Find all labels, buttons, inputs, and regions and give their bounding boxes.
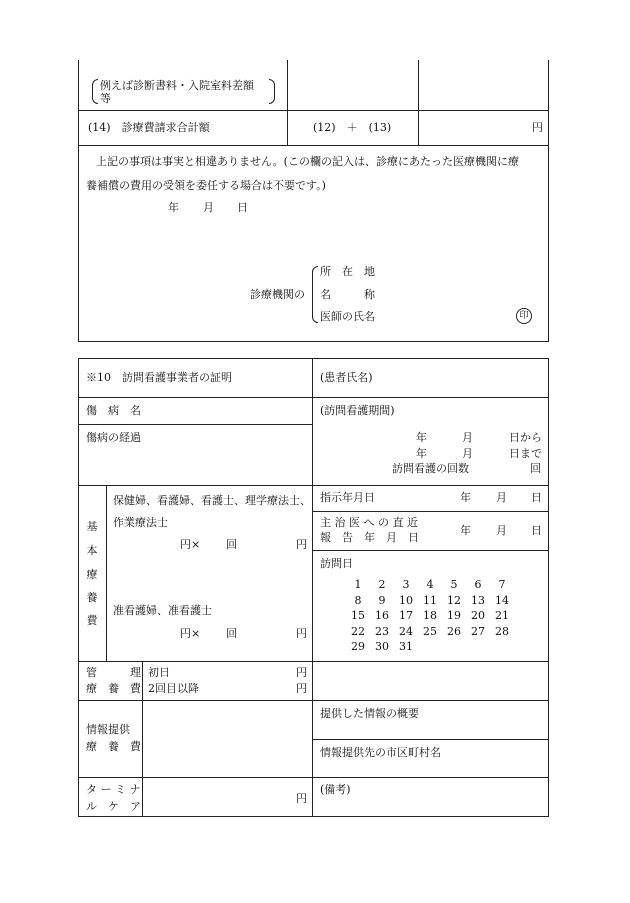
left-line-disease xyxy=(78,424,313,425)
order-date-year: 年 xyxy=(460,491,471,504)
order-date-month: 月 xyxy=(496,491,507,504)
visit-day-12: 12 xyxy=(447,593,461,607)
right-line-patient xyxy=(312,397,549,398)
top-row-divider-2 xyxy=(78,145,549,146)
section-title: ※10 訪問看護事業者の証明 xyxy=(86,371,232,384)
patient-name-label: (患者氏名) xyxy=(320,371,373,384)
visit-day-6: 6 xyxy=(474,578,482,591)
terminal-label-line2: ル ケ ア xyxy=(86,800,141,813)
terminal-unit: 円 xyxy=(296,792,307,805)
info-label-line1: 情報提供 xyxy=(86,723,130,736)
visit-day-19: 19 xyxy=(447,609,461,622)
institution-brace xyxy=(312,266,318,323)
visit-day-24: 24 xyxy=(399,624,413,638)
total-formula: (12) ＋ (13) xyxy=(313,121,392,134)
assoc-times: 回 xyxy=(226,627,237,640)
address-label: 所 在 地 xyxy=(320,265,375,278)
visit-day-21: 21 xyxy=(495,609,509,622)
period-to-day: 日まで xyxy=(509,447,542,460)
top-col-divider-1 xyxy=(287,60,288,145)
visit-day-13: 13 xyxy=(471,593,485,607)
statement-line1: 上記の事項は事実と相違ありません。(この欄の記入は、診療にあたった医療機関に療 xyxy=(96,155,519,168)
info-label-line2: 療 養 費 xyxy=(86,740,141,753)
order-date-day: 日 xyxy=(531,491,542,504)
visit-day-23: 23 xyxy=(375,624,389,638)
period-from-year: 年 xyxy=(416,431,427,444)
example-text-line2: 等 xyxy=(100,92,111,105)
total-label: (14) 診療費請求合計額 xyxy=(88,121,210,134)
mgmt-second: 2回目以降 xyxy=(148,682,199,695)
basic-label-char-5: 費 xyxy=(86,614,98,627)
report-date-year: 年 xyxy=(460,524,471,537)
report-date-month: 月 xyxy=(496,524,507,537)
period-from-month: 月 xyxy=(462,431,473,444)
example-right-bracket xyxy=(269,79,275,104)
visit-day-4: 4 xyxy=(426,578,434,591)
date-month: 月 xyxy=(203,201,214,214)
mgmt-label-line1: 管 理 xyxy=(86,666,141,679)
report-date-day: 日 xyxy=(531,524,542,537)
full-line-terminal-top xyxy=(78,777,549,778)
right-line-order xyxy=(312,511,549,512)
visit-day-18: 18 xyxy=(423,609,437,622)
left-line-title xyxy=(78,397,313,398)
visit-day-17: 17 xyxy=(399,609,413,622)
bottom-main-divider xyxy=(312,358,313,817)
visit-day-26: 26 xyxy=(447,624,461,638)
visit-day-31: 31 xyxy=(399,640,413,653)
visit-day-3: 3 xyxy=(402,578,410,591)
visit-day-1: 1 xyxy=(354,578,362,591)
mgmt-first-unit: 円 xyxy=(296,666,307,679)
disease-label: 傷 病 名 xyxy=(86,404,141,417)
period-to-month: 月 xyxy=(462,447,473,460)
basic-label-char-4: 養 xyxy=(86,591,98,604)
period-to-year: 年 xyxy=(416,447,427,460)
full-line-basic-top xyxy=(78,485,549,486)
name-label: 名 称 xyxy=(320,288,375,301)
full-line-info-top xyxy=(78,700,549,701)
visit-days-label: 訪問日 xyxy=(320,557,353,570)
nurse-text-line2: 作業療法士 xyxy=(113,516,168,529)
date-day: 日 xyxy=(237,201,248,214)
visit-day-7: 7 xyxy=(498,578,506,591)
statement-line2: 養補償の費用の受領を委任する場合は不要です。) xyxy=(86,179,326,192)
assoc-unit: 円 xyxy=(296,627,307,640)
visit-day-16: 16 xyxy=(375,609,389,622)
mgmt-label-line2: 療 養 費 xyxy=(86,682,141,695)
top-col-divider-2 xyxy=(418,60,419,145)
example-left-bracket xyxy=(92,79,98,104)
total-unit: 円 xyxy=(532,121,543,134)
top-row-divider-1 xyxy=(78,110,549,111)
report-label-line1: 主 治 医 へ の 直 近 xyxy=(320,516,418,529)
course-label: 傷病の経過 xyxy=(86,431,141,444)
full-line-mgmt-top xyxy=(78,661,549,662)
nurse-unit: 円 xyxy=(296,538,307,551)
terminal-label-line1: タ ー ミ ナ xyxy=(86,783,141,796)
visit-day-30: 30 xyxy=(375,640,389,653)
institution-label: 診療機関の xyxy=(250,288,305,301)
visit-day-5: 5 xyxy=(450,578,458,591)
visit-day-28: 28 xyxy=(495,624,509,638)
visit-day-2: 2 xyxy=(378,578,386,591)
report-label-line2: 報 告 年 月 日 xyxy=(320,531,419,544)
example-text-line1: 例えば診断書料・入院室料差額 xyxy=(100,79,254,92)
right-line-report xyxy=(312,550,549,551)
visit-day-20: 20 xyxy=(471,609,485,622)
basic-label-char-1: 基 xyxy=(86,520,98,533)
visit-day-11: 11 xyxy=(423,593,437,607)
visit-day-27: 27 xyxy=(471,624,485,638)
assoc-yen: 円× xyxy=(180,627,201,640)
visit-day-14: 14 xyxy=(495,593,509,607)
mgmt-second-unit: 円 xyxy=(296,682,307,695)
nurse-yen: 円× xyxy=(180,538,201,551)
nurse-text-line1: 保健婦、看護婦、看護士、理学療法士、 xyxy=(113,494,311,507)
assoc-text: 准看護婦、准看護士 xyxy=(113,604,212,617)
info-city-label: 情報提供先の市区町村名 xyxy=(320,746,441,759)
remarks-label: (備考) xyxy=(320,783,351,796)
right-line-info-mid xyxy=(312,739,549,740)
label-col-lower xyxy=(142,661,143,817)
visit-day-15: 15 xyxy=(351,609,365,622)
visit-day-25: 25 xyxy=(423,624,437,638)
doctor-label: 医師の氏名 xyxy=(320,310,375,323)
seal-mark: 印 xyxy=(516,308,532,324)
nurse-times: 回 xyxy=(226,538,237,551)
basic-label-char-3: 療 xyxy=(86,568,98,581)
basic-label-char-2: 本 xyxy=(86,544,98,557)
label-col-basic xyxy=(106,485,107,661)
visit-day-29: 29 xyxy=(351,640,365,653)
period-label: (訪問看護期間) xyxy=(320,404,395,417)
visit-count-label: 訪問看護の回数 xyxy=(392,462,469,475)
mgmt-first: 初日 xyxy=(148,666,170,679)
visit-day-22: 22 xyxy=(351,624,365,638)
date-year: 年 xyxy=(168,201,179,214)
visit-day-10: 10 xyxy=(399,593,413,607)
order-date-label: 指示年月日 xyxy=(320,491,375,504)
period-from-day: 日から xyxy=(509,431,542,444)
info-summary-label: 提供した情報の概要 xyxy=(320,707,419,720)
visit-day-9: 9 xyxy=(378,593,386,607)
visit-day-8: 8 xyxy=(354,593,362,607)
visit-count-unit: 回 xyxy=(530,462,541,475)
